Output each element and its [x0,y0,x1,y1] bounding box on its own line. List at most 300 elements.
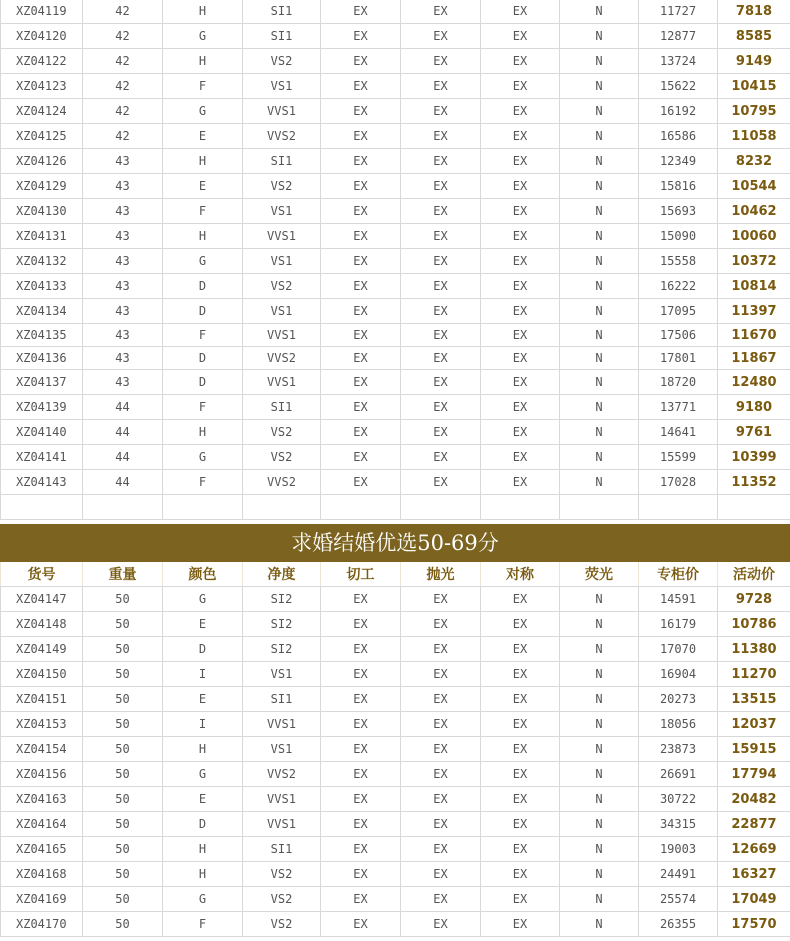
cell-empty [163,495,243,520]
cell-weight: 43 [83,249,163,274]
cell-cut: EX [321,587,401,612]
cell-weight: 50 [83,662,163,687]
cell-sku: XZ04156 [1,762,83,787]
cell-color: H [163,0,243,24]
cell-cut: EX [321,612,401,637]
cell-clarity: SI1 [243,687,321,712]
cell-sku: XZ04148 [1,612,83,637]
cell-counter-price: 26355 [639,912,718,937]
cell-sku: XZ04143 [1,470,83,495]
table-row [1,149,790,174]
header-promo-price: 活动价 [718,562,790,587]
cell-clarity: VS2 [243,49,321,74]
cell-cut: EX [321,470,401,495]
cell-clarity: VS2 [243,887,321,912]
cell-cut: EX [321,837,401,862]
cell-promo-price: 11058 [718,124,790,149]
cell-sku: XZ04119 [1,0,83,24]
cell-clarity: VS1 [243,737,321,762]
cell-weight: 44 [83,420,163,445]
cell-sku: XZ04129 [1,174,83,199]
cell-symmetry: EX [481,837,560,862]
cell-clarity: VVS2 [243,470,321,495]
cell-fluorescence: N [560,812,639,837]
cell-polish: EX [401,687,481,712]
cell-color: D [163,274,243,299]
table-row [1,99,790,124]
cell-sku: XZ04165 [1,837,83,862]
cell-fluorescence: N [560,49,639,74]
cell-weight: 50 [83,887,163,912]
cell-cut: EX [321,687,401,712]
cell-sku: XZ04124 [1,99,83,124]
table-row [1,445,790,470]
cell-polish: EX [401,470,481,495]
cell-clarity: VVS2 [243,124,321,149]
cell-promo-price: 15915 [718,737,790,762]
cell-color: I [163,662,243,687]
cell-sku: XZ04123 [1,74,83,99]
cell-weight: 43 [83,174,163,199]
cell-promo-price: 9761 [718,420,790,445]
cell-counter-price: 24491 [639,862,718,887]
section-banner: 求婚结婚优选50-69分 [0,524,790,562]
cell-sku: XZ04122 [1,49,83,74]
cell-weight: 50 [83,737,163,762]
header-clarity: 净度 [243,562,321,587]
cell-promo-price: 11867 [718,347,790,370]
column-header-row [0,562,790,587]
table-row [1,662,790,687]
table-row [1,274,790,299]
table-row [1,299,790,324]
cell-color: F [163,324,243,347]
cell-promo-price: 11270 [718,662,790,687]
cell-promo-price: 10462 [718,199,790,224]
cell-symmetry: EX [481,395,560,420]
cell-color: D [163,347,243,370]
cell-polish: EX [401,124,481,149]
cell-polish: EX [401,74,481,99]
cell-promo-price: 17049 [718,887,790,912]
cell-cut: EX [321,887,401,912]
table-row [1,395,790,420]
cell-fluorescence: N [560,149,639,174]
cell-promo-price: 20482 [718,787,790,812]
cell-symmetry: EX [481,174,560,199]
cell-sku: XZ04134 [1,299,83,324]
cell-fluorescence: N [560,249,639,274]
cell-sku: XZ04139 [1,395,83,420]
cell-weight: 43 [83,324,163,347]
cell-counter-price: 16904 [639,662,718,687]
cell-empty [560,495,639,520]
cell-polish: EX [401,149,481,174]
cell-color: G [163,445,243,470]
cell-color: H [163,420,243,445]
cell-clarity: VVS1 [243,787,321,812]
cell-fluorescence: N [560,787,639,812]
cell-fluorescence: N [560,99,639,124]
cell-counter-price: 26691 [639,762,718,787]
cell-promo-price: 11380 [718,637,790,662]
cell-fluorescence: N [560,199,639,224]
cell-symmetry: EX [481,199,560,224]
cell-sku: XZ04170 [1,912,83,937]
cell-clarity: SI2 [243,612,321,637]
cell-polish: EX [401,587,481,612]
cell-cut: EX [321,249,401,274]
cell-fluorescence: N [560,420,639,445]
cell-fluorescence: N [560,370,639,395]
cell-clarity: VVS2 [243,762,321,787]
cell-weight: 43 [83,199,163,224]
cell-color: H [163,224,243,249]
cell-polish: EX [401,737,481,762]
cell-cut: EX [321,174,401,199]
cell-promo-price: 10795 [718,99,790,124]
cell-sku: XZ04169 [1,887,83,912]
price-table-top-body [1,0,790,520]
cell-promo-price: 17794 [718,762,790,787]
cell-clarity: VS2 [243,445,321,470]
cell-sku: XZ04132 [1,249,83,274]
cell-sku: XZ04131 [1,224,83,249]
cell-clarity: SI2 [243,637,321,662]
cell-color: D [163,812,243,837]
cell-fluorescence: N [560,862,639,887]
cell-counter-price: 15693 [639,199,718,224]
cell-promo-price: 10415 [718,74,790,99]
cell-symmetry: EX [481,812,560,837]
cell-weight: 43 [83,274,163,299]
cell-cut: EX [321,0,401,24]
cell-polish: EX [401,637,481,662]
cell-fluorescence: N [560,324,639,347]
cell-weight: 50 [83,637,163,662]
cell-empty [1,495,83,520]
cell-color: F [163,199,243,224]
cell-cut: EX [321,912,401,937]
cell-weight: 42 [83,24,163,49]
cell-weight: 43 [83,347,163,370]
cell-polish: EX [401,662,481,687]
cell-polish: EX [401,887,481,912]
cell-sku: XZ04151 [1,687,83,712]
cell-weight: 50 [83,687,163,712]
cell-clarity: VS1 [243,299,321,324]
cell-color: F [163,74,243,99]
cell-symmetry: EX [481,99,560,124]
table-row [1,49,790,74]
cell-cut: EX [321,274,401,299]
cell-symmetry: EX [481,687,560,712]
cell-symmetry: EX [481,149,560,174]
cell-color: F [163,912,243,937]
cell-sku: XZ04137 [1,370,83,395]
header-fluorescence: 荧光 [560,562,639,587]
cell-clarity: SI1 [243,149,321,174]
cell-counter-price: 13771 [639,395,718,420]
table-row [1,587,790,612]
cell-fluorescence: N [560,347,639,370]
cell-polish: EX [401,299,481,324]
cell-fluorescence: N [560,612,639,637]
cell-color: H [163,837,243,862]
table-row [1,470,790,495]
cell-symmetry: EX [481,587,560,612]
cell-cut: EX [321,24,401,49]
cell-weight: 43 [83,224,163,249]
cell-clarity: SI1 [243,0,321,24]
cell-clarity: VVS1 [243,224,321,249]
cell-promo-price: 22877 [718,812,790,837]
cell-promo-price: 10814 [718,274,790,299]
cell-color: E [163,612,243,637]
cell-color: E [163,687,243,712]
cell-color: G [163,762,243,787]
cell-polish: EX [401,612,481,637]
cell-promo-price: 9180 [718,395,790,420]
cell-counter-price: 12877 [639,24,718,49]
table-row [1,420,790,445]
cell-polish: EX [401,912,481,937]
cell-cut: EX [321,762,401,787]
table-row [1,224,790,249]
table-row [1,762,790,787]
cell-sku: XZ04163 [1,787,83,812]
cell-color: E [163,124,243,149]
cell-clarity: VS2 [243,274,321,299]
cell-promo-price: 7818 [718,0,790,24]
cell-empty [401,495,481,520]
cell-counter-price: 15558 [639,249,718,274]
cell-sku: XZ04147 [1,587,83,612]
cell-color: G [163,99,243,124]
cell-color: D [163,299,243,324]
cell-fluorescence: N [560,74,639,99]
cell-color: E [163,787,243,812]
cell-polish: EX [401,862,481,887]
cell-color: G [163,887,243,912]
table-row [1,0,790,24]
cell-clarity: VVS1 [243,370,321,395]
cell-empty [83,495,163,520]
cell-promo-price: 12669 [718,837,790,862]
cell-promo-price: 10372 [718,249,790,274]
cell-cut: EX [321,224,401,249]
cell-fluorescence: N [560,224,639,249]
cell-polish: EX [401,274,481,299]
cell-sku: XZ04120 [1,24,83,49]
cell-symmetry: EX [481,324,560,347]
cell-counter-price: 18720 [639,370,718,395]
cell-symmetry: EX [481,249,560,274]
cell-sku: XZ04140 [1,420,83,445]
cell-counter-price: 17506 [639,324,718,347]
cell-color: H [163,149,243,174]
cell-weight: 50 [83,612,163,637]
cell-promo-price: 8585 [718,24,790,49]
table-row [1,712,790,737]
cell-symmetry: EX [481,420,560,445]
cell-clarity: SI2 [243,587,321,612]
cell-fluorescence: N [560,887,639,912]
cell-counter-price: 30722 [639,787,718,812]
cell-fluorescence: N [560,687,639,712]
cell-counter-price: 16192 [639,99,718,124]
cell-color: F [163,395,243,420]
cell-polish: EX [401,762,481,787]
cell-symmetry: EX [481,347,560,370]
cell-cut: EX [321,712,401,737]
table-row [1,370,790,395]
cell-cut: EX [321,49,401,74]
cell-counter-price: 12349 [639,149,718,174]
cell-sku: XZ04150 [1,662,83,687]
cell-promo-price: 13515 [718,687,790,712]
cell-fluorescence: N [560,395,639,420]
cell-sku: XZ04168 [1,862,83,887]
table-row [1,737,790,762]
cell-clarity: VS2 [243,862,321,887]
cell-fluorescence: N [560,445,639,470]
cell-counter-price: 15816 [639,174,718,199]
cell-promo-price: 11352 [718,470,790,495]
cell-symmetry: EX [481,637,560,662]
cell-weight: 43 [83,370,163,395]
cell-polish: EX [401,0,481,24]
cell-promo-price: 9728 [718,587,790,612]
cell-cut: EX [321,149,401,174]
cell-fluorescence: N [560,24,639,49]
cell-clarity: VVS1 [243,712,321,737]
cell-weight: 50 [83,762,163,787]
cell-fluorescence: N [560,737,639,762]
cell-color: H [163,862,243,887]
cell-promo-price: 10544 [718,174,790,199]
cell-counter-price: 15599 [639,445,718,470]
price-table-bottom [0,586,790,937]
price-table-bottom-body [1,587,790,937]
header-color: 颜色 [163,562,243,587]
cell-cut: EX [321,637,401,662]
cell-polish: EX [401,249,481,274]
header-weight: 重量 [83,562,163,587]
cell-counter-price: 14591 [639,587,718,612]
table-row [1,324,790,347]
cell-polish: EX [401,787,481,812]
cell-clarity: VS1 [243,662,321,687]
cell-promo-price: 17570 [718,912,790,937]
cell-polish: EX [401,24,481,49]
cell-weight: 43 [83,299,163,324]
cell-sku: XZ04126 [1,149,83,174]
cell-weight: 44 [83,445,163,470]
cell-clarity: SI1 [243,24,321,49]
cell-counter-price: 16179 [639,612,718,637]
cell-color: I [163,712,243,737]
cell-weight: 42 [83,74,163,99]
cell-sku: XZ04135 [1,324,83,347]
cell-symmetry: EX [481,470,560,495]
cell-clarity: VS2 [243,174,321,199]
header-cut: 切工 [321,562,401,587]
cell-symmetry: EX [481,912,560,937]
cell-promo-price: 11670 [718,324,790,347]
cell-promo-price: 9149 [718,49,790,74]
cell-symmetry: EX [481,662,560,687]
cell-weight: 50 [83,862,163,887]
cell-symmetry: EX [481,612,560,637]
cell-cut: EX [321,370,401,395]
cell-sku: XZ04130 [1,199,83,224]
cell-symmetry: EX [481,370,560,395]
cell-fluorescence: N [560,274,639,299]
cell-symmetry: EX [481,224,560,249]
cell-counter-price: 17095 [639,299,718,324]
table-row [1,174,790,199]
table-row-empty [1,495,790,520]
cell-sku: XZ04153 [1,712,83,737]
cell-polish: EX [401,324,481,347]
cell-polish: EX [401,347,481,370]
cell-fluorescence: N [560,762,639,787]
cell-cut: EX [321,737,401,762]
cell-symmetry: EX [481,0,560,24]
cell-polish: EX [401,812,481,837]
cell-polish: EX [401,99,481,124]
cell-sku: XZ04125 [1,124,83,149]
cell-fluorescence: N [560,712,639,737]
cell-counter-price: 13724 [639,49,718,74]
cell-weight: 42 [83,99,163,124]
table-row [1,887,790,912]
cell-symmetry: EX [481,762,560,787]
cell-clarity: VS2 [243,420,321,445]
cell-fluorescence: N [560,124,639,149]
table-row [1,612,790,637]
cell-promo-price: 10060 [718,224,790,249]
cell-sku: XZ04164 [1,812,83,837]
cell-cut: EX [321,395,401,420]
cell-counter-price: 14641 [639,420,718,445]
cell-weight: 50 [83,912,163,937]
cell-color: D [163,637,243,662]
cell-sku: XZ04154 [1,737,83,762]
cell-fluorescence: N [560,837,639,862]
cell-symmetry: EX [481,124,560,149]
cell-clarity: VS1 [243,74,321,99]
cell-counter-price: 17028 [639,470,718,495]
cell-counter-price: 34315 [639,812,718,837]
header-sku: 货号 [1,562,83,587]
cell-polish: EX [401,174,481,199]
cell-clarity: VVS1 [243,324,321,347]
table-row [1,787,790,812]
cell-counter-price: 25574 [639,887,718,912]
cell-clarity: VS1 [243,199,321,224]
cell-counter-price: 23873 [639,737,718,762]
cell-counter-price: 15622 [639,74,718,99]
cell-promo-price: 12480 [718,370,790,395]
cell-fluorescence: N [560,662,639,687]
table-row [1,837,790,862]
cell-polish: EX [401,712,481,737]
cell-fluorescence: N [560,470,639,495]
cell-promo-price: 16327 [718,862,790,887]
cell-empty [243,495,321,520]
